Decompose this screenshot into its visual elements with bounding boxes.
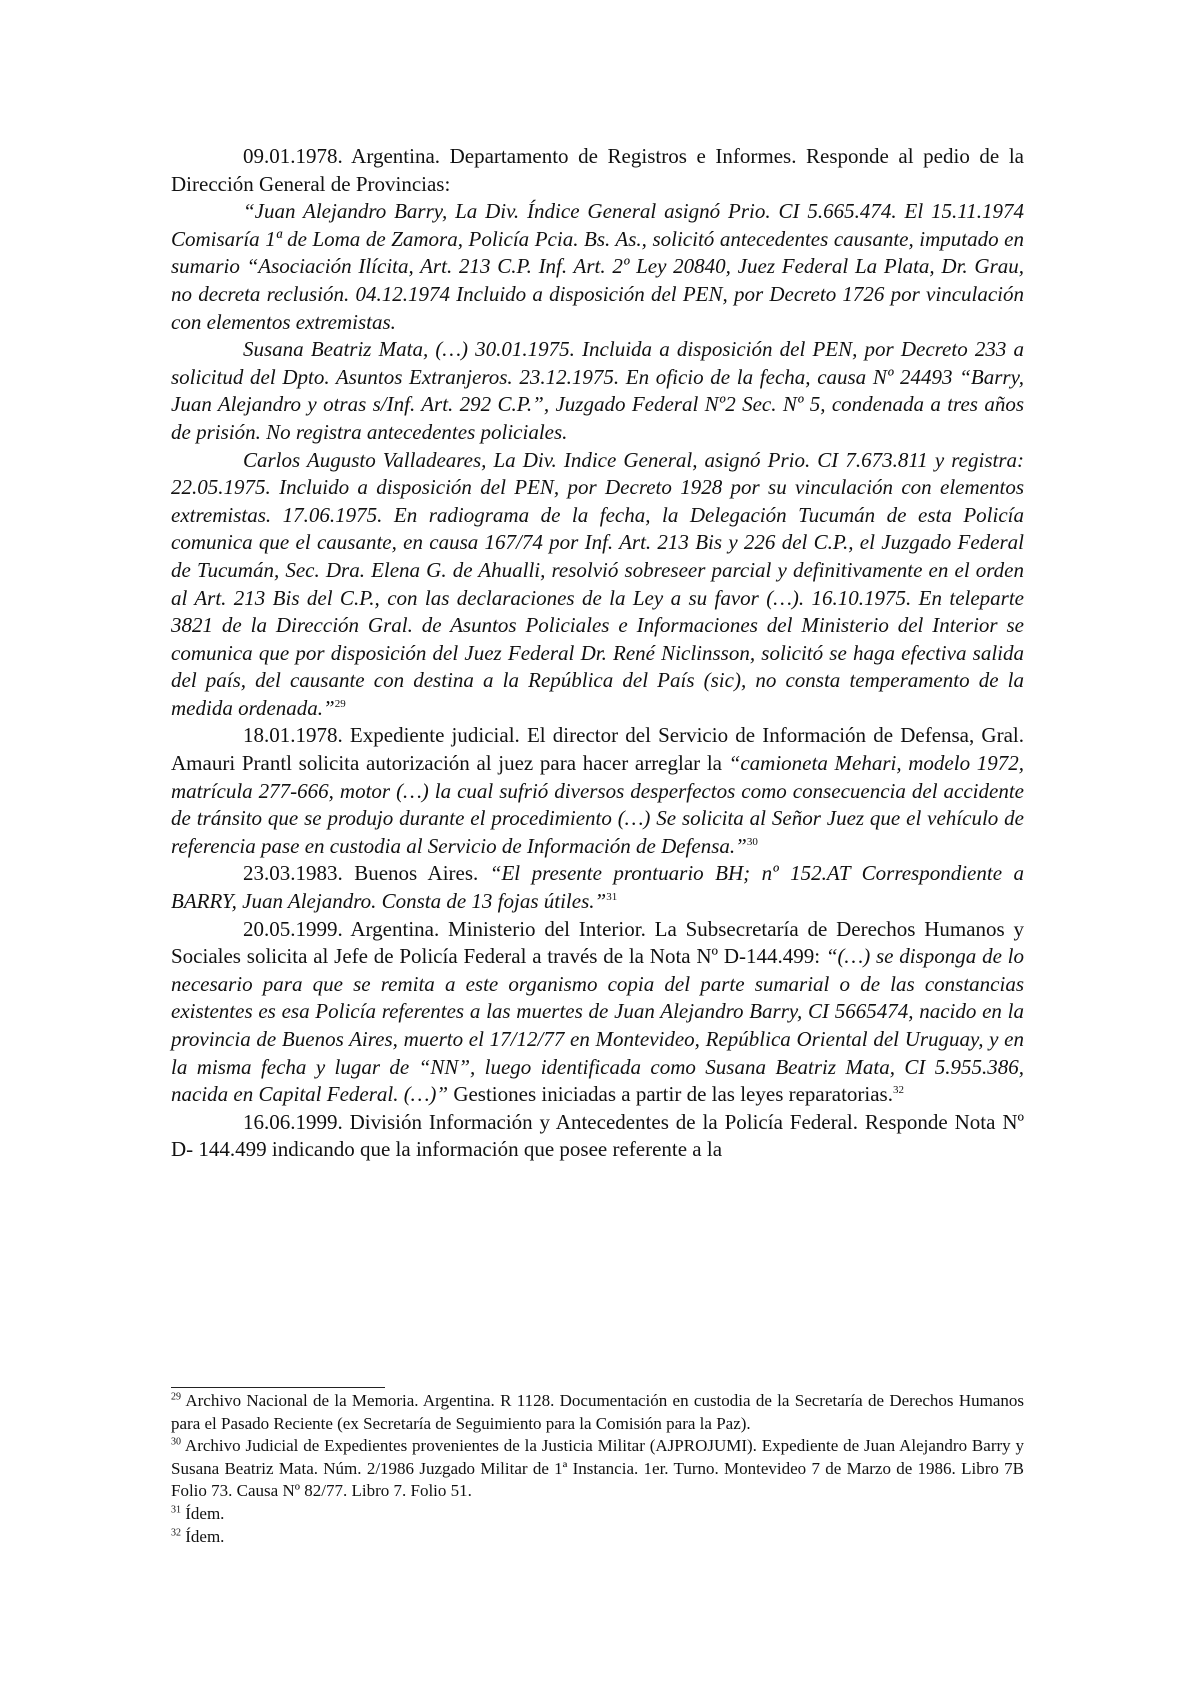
entry-1978-01-09 [171,143,1024,198]
entry-text: Gestiones iniciadas a partir de las leyes reparatorias. [448,1082,893,1107]
footnote [171,1435,1024,1503]
quote-text: Carlos Augusto Valladeares, La Div. Indice General, asignó Prio. CI 7.673.811 y registra: 22.05.1975. Incluido a disposición del PEN, por Decreto 1928 por su vinculación con elementos extremistas. 17.06.1975. En radiograma de la fecha, la Delegación Tucumán de esta Policía comunica que el causante, en causa 167/74 por Inf. Art. 213 Bis y 226 del C.P., el Juzgado Federal de Tucumán, Sec. Dra. Elena G. de Ahualli, resolvió sobreseer parcial y definitivamente en el orden al Art. 213 Bis del C.P., con las declaraciones de la Ley a su favor (…). 16.10.1975. En teleparte 3821 de la Dirección Gral. de Asuntos Policiales e Informaciones del Ministerio del Interior se comunica que por disposición del Juez Federal Dr. René Niclinsson, solicitó se haga efectiva salida del país, del causante con destina a la República del País (sic), no consta temperamento de la medida ordenada.” [171,447,1024,720]
quote-barry [171,198,1024,336]
footnote-text: Ídem. [181,1526,225,1546]
quote-text: “El presente prontuario BH; nº 152.AT Correspondiente a BARRY, Juan Alejandro. Consta de 13 fojas útiles.” [171,861,1025,914]
entry-text: 23.03.1983. Buenos Aires. [243,861,490,886]
entry-text: 09.01.1978. Argentina. Departamento de Registros e Informes. Responde al pedio de la Dirección General de Provincias: [171,144,1024,196]
quote-text: “Juan Alejandro Barry, La Div. Índice General asignó Prio. CI 5.665.474. El 15.11.1974 Comisaría 1ª de Loma de Zamora, Policía Pcia. Bs. As., solicitó antecedentes causante, imputado en sumario “Asociación Ilícita, Art. 213 C.P. Inf. Art. 2º Ley 20840, Juez Federal La Plata, Dr. Grau, no decreta reclusión. 04.12.1974 Incluido a disposición del PEN, por Decreto 1726 por vinculación con elementos extremistas. [171,199,1024,334]
entry-1983-03-23 [171,860,1024,915]
footnote-divider [171,1387,385,1388]
footnote [171,1503,1024,1526]
footnote-number: 30 [171,1436,181,1448]
footnote-text: Ídem. [181,1503,225,1523]
quote-text: “camioneta Mehari, modelo 1972, matrícula 277-666, motor (…) la cual sufrió diversos desperfectos como consecuencia del accidente de tránsito que se produjo durante el procedimiento (…) Se solicita al Señor Juez que el vehículo de referencia pase en custodia al Servicio de Información de Defensa.” [171,751,1024,858]
footnotes [171,1390,1024,1548]
footnote [171,1526,1024,1549]
footnote-ref[interactable]: 30 [746,835,758,848]
entry-1999-06-16 [171,1109,1024,1164]
entry-text: 16.06.1999. División Información y Antecedentes de la Policía Federal. Responde Nota Nº D- 144.499 indicando que la información que posee referente a la [171,1109,1024,1162]
entry-text: 18.01.1978. Expediente judicial. El director del Servicio de Información de Defensa, Gral. Amauri Prantl solicita autorización al juez para hacer arreglar la [171,723,1024,776]
footnote [171,1390,1024,1435]
footnote-ref[interactable]: 31 [606,891,618,904]
quote-text: Susana Beatriz Mata, (…) 30.01.1975. Incluida a disposición del PEN, por Decreto 233 a solicitud del Dpto. Asuntos Extranjeros. 23.12.1975. En oficio de la fecha, causa Nº 24493 “Barry, Juan Alejandro y otras s/Inf. Art. 292 C.P.”, Juzgado Federal Nº2 Sec. Nº 5, condenada a tres años de prisión. No registra antecedentes policiales. [171,337,1024,444]
footnote-text: Archivo Judicial de Expedientes provenientes de la Justicia Militar (AJPROJUMI). Expediente de Juan Alejandro Barry y Susana Beatriz Mata. Núm. 2/1986 Juzgado Militar de 1ª Instancia. 1er. Turno. Montevideo 7 de Marzo de 1986. Libro 7B Folio 73. Causa Nº 82/77. Libro 7. Folio 51. [171,1436,1024,1501]
quote-valladeares [171,447,1024,723]
footnote-number: 29 [171,1391,181,1403]
quote-mata [171,336,1024,446]
footnote-text: Archivo Nacional de la Memoria. Argentina. R 1128. Documentación en custodia de la Secretaría de Derechos Humanos para el Pasado Reciente (ex Secretaría de Seguimiento para la Comisión para la Paz). [171,1391,1024,1433]
footnote-ref[interactable]: 32 [892,1084,904,1097]
body-text [171,143,1024,1164]
footnote-ref[interactable]: 29 [334,697,346,710]
entry-1978-01-18 [171,722,1024,860]
entry-1999-05-20 [171,916,1024,1109]
footnote-number: 31 [171,1504,181,1516]
footnote-number: 32 [171,1526,181,1538]
entry-text: 20.05.1999. Argentina. Ministerio del Interior. La Subsecretaría de Derechos Humanos y Sociales solicita al Jefe de Policía Federal a través de la Nota Nº D-144.499: [171,916,1024,969]
quote-text: “(…) se disponga de lo necesario para que se remita a este organismo copia del parte sumarial o de las constancias existentes es esa Policía referentes a las muertes de Juan Alejandro Barry, CI 5665474, nacido en la provincia de Buenos Aires, muerto el 17/12/77 en Montevideo, República Oriental del Uruguay, y en la misma fecha y lugar de “NN”, luego identificada como Susana Beatriz Mata, CI 5.955.386, nacida en Capital Federal. (…)” [171,944,1025,1107]
